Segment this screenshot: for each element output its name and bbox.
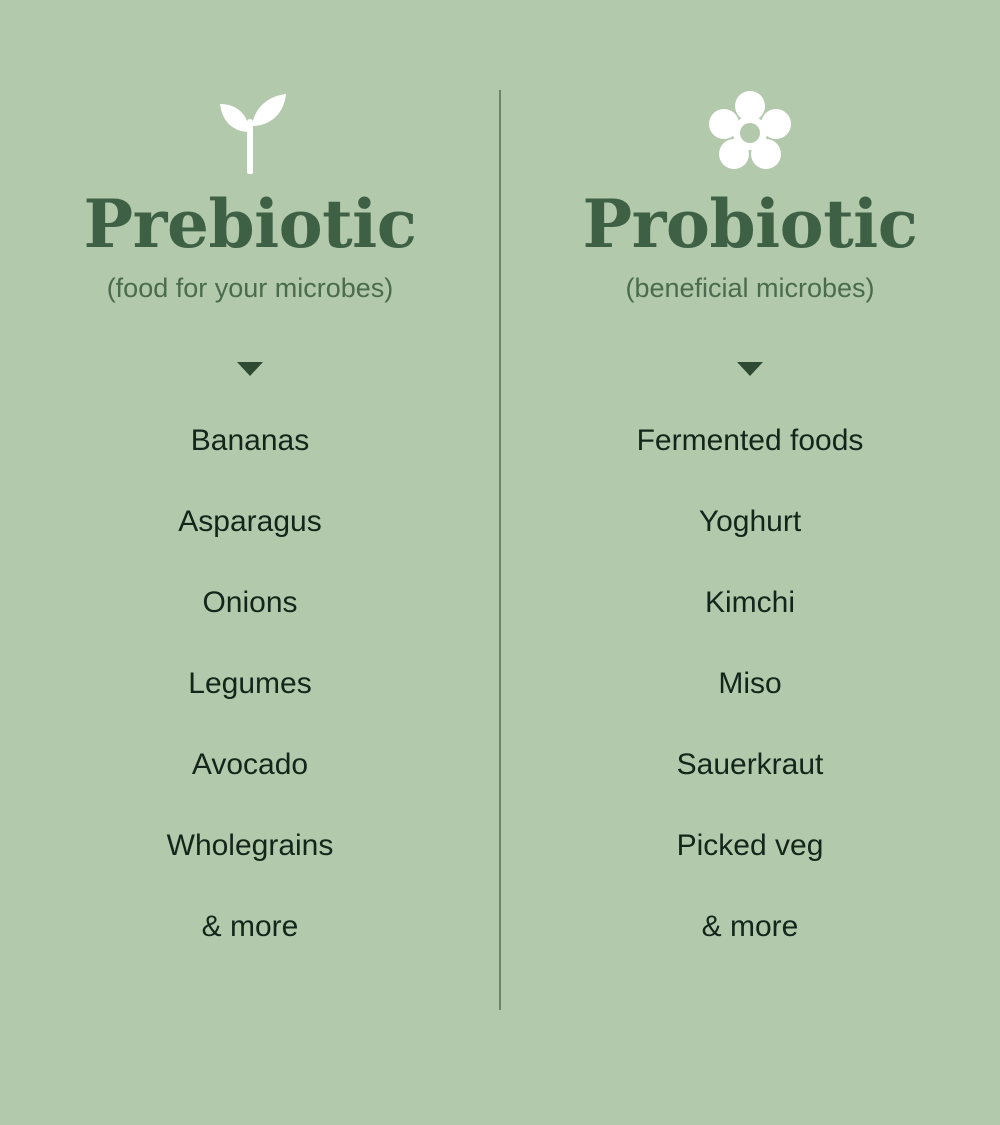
list-item: Miso xyxy=(718,667,782,701)
list-item: Kimchi xyxy=(704,586,795,620)
list-item: Bananas xyxy=(190,424,310,458)
list-item: & more xyxy=(701,910,799,944)
list-item: & more xyxy=(201,910,299,944)
down-arrow-icon xyxy=(737,362,763,376)
column-subtitle: (food for your microbes) xyxy=(106,273,394,304)
list-item: Avocado xyxy=(191,748,309,782)
list-item: Onions xyxy=(202,586,298,620)
list-item: Sauerkraut xyxy=(676,748,824,782)
column-title: Prebiotic xyxy=(83,185,417,263)
flower-icon xyxy=(704,88,796,174)
prebiotic-item-list xyxy=(0,426,500,942)
sprout-icon xyxy=(204,88,296,174)
list-item: Yoghurt xyxy=(698,505,802,539)
column-probiotic xyxy=(500,0,1000,1125)
column-subtitle: (beneficial microbes) xyxy=(625,273,875,304)
probiotic-item-list xyxy=(500,426,1000,942)
list-item: Wholegrains xyxy=(166,829,334,863)
column-title: Probiotic xyxy=(582,185,918,263)
list-item: Fermented foods xyxy=(636,424,864,458)
list-item: Legumes xyxy=(188,667,312,701)
list-item: Asparagus xyxy=(178,505,322,539)
list-item: Picked veg xyxy=(676,829,824,863)
down-arrow-icon xyxy=(237,362,263,376)
